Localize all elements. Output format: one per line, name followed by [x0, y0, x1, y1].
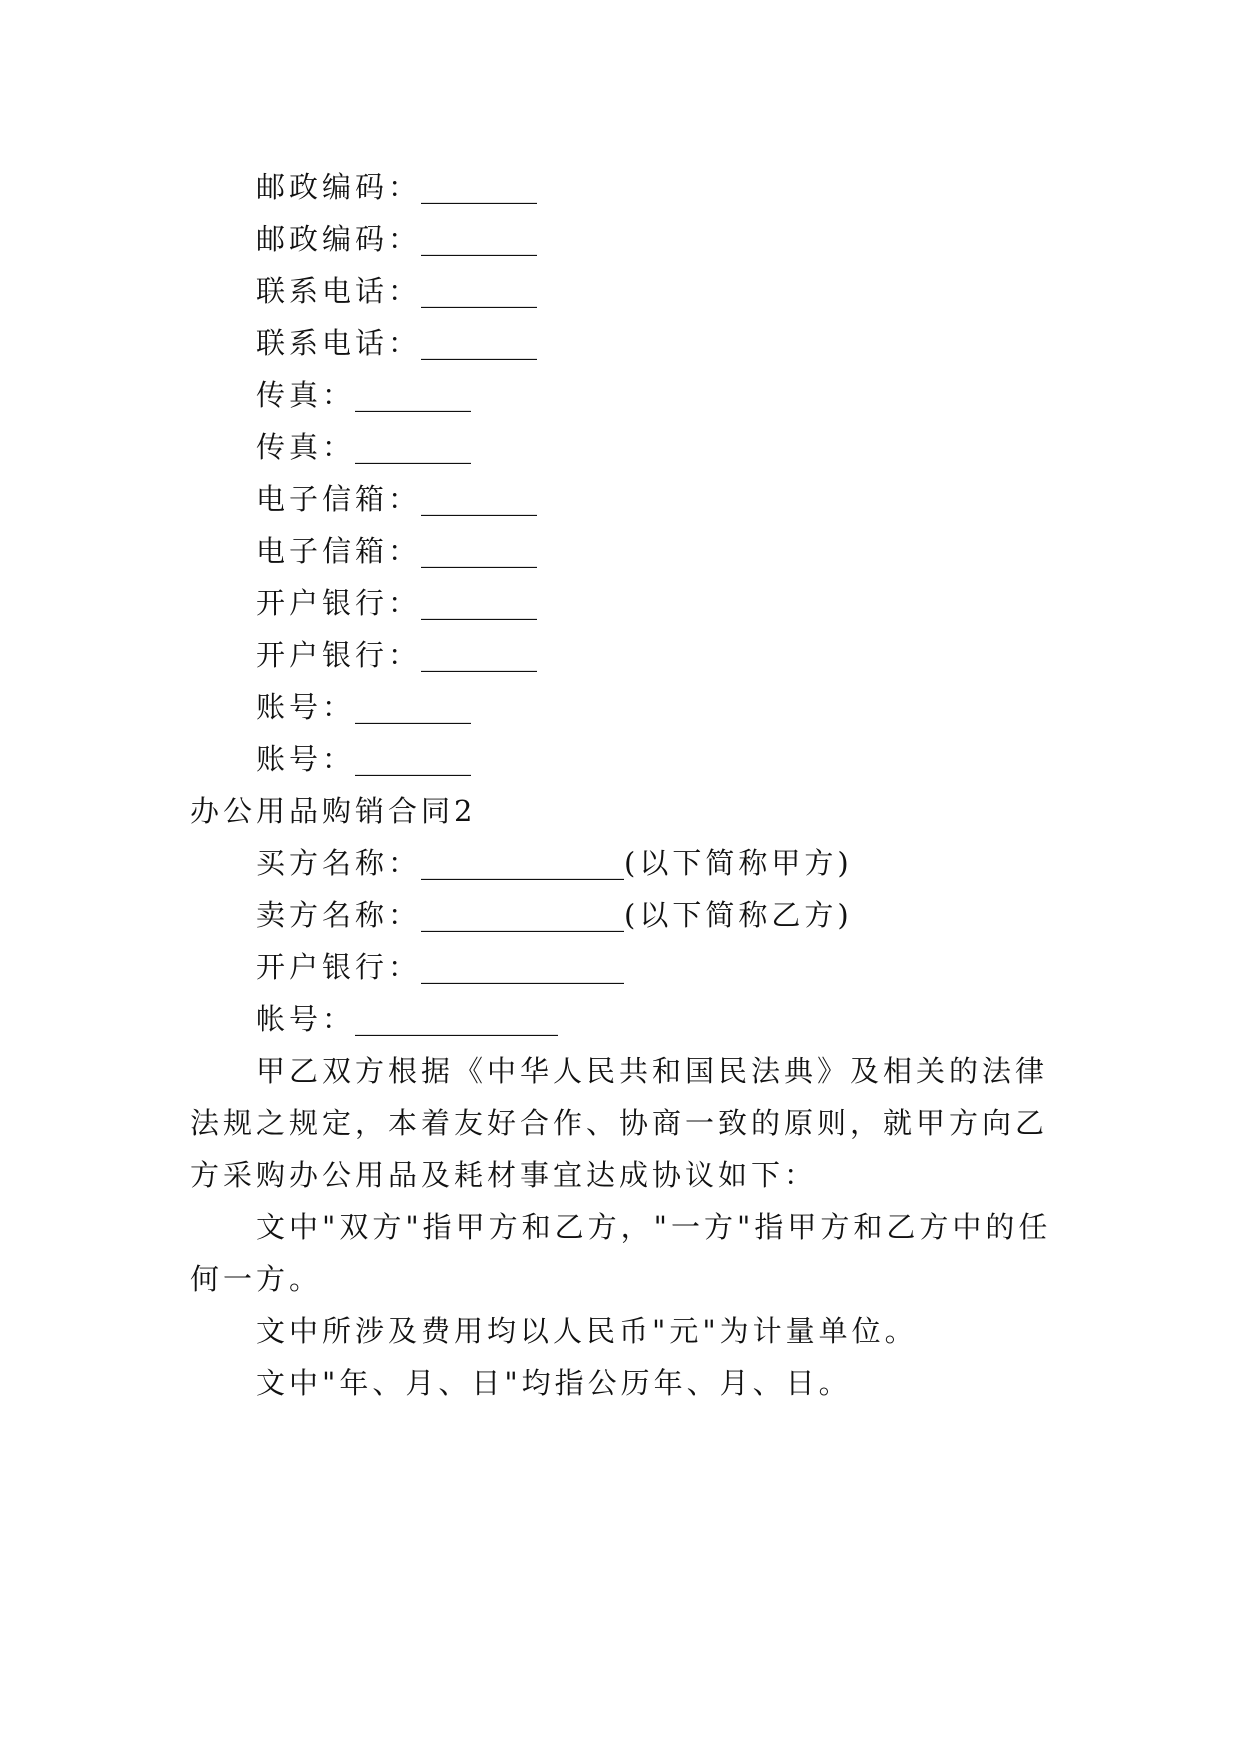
account-field	[256, 739, 471, 779]
field-blank: ______________	[421, 950, 625, 984]
field-label: 联系电话：	[256, 326, 422, 360]
field-label: 开户银行：	[256, 638, 422, 672]
field-label: 开户银行：	[256, 950, 422, 984]
field-blank: ________	[355, 742, 472, 776]
field-label: 电子信箱：	[256, 482, 422, 516]
field-suffix: (以下简称乙方)	[624, 898, 853, 932]
field-blank: ________	[355, 378, 472, 412]
field-blank: ______________	[421, 846, 625, 880]
bank-field	[256, 635, 537, 675]
phone-field	[256, 271, 537, 311]
field-label: 卖方名称：	[256, 898, 422, 932]
field-label: 电子信箱：	[256, 534, 422, 568]
account-field	[256, 687, 471, 727]
phone-field	[256, 323, 537, 363]
section-title: 办公用品购销合同2	[190, 794, 477, 828]
field-suffix: (以下简称甲方)	[624, 846, 853, 880]
paragraph-line: 文中所涉及费用均以人民币"元"为计量单位。	[256, 1314, 918, 1348]
paragraph-line: 甲乙双方根据《中华人民共和国民法典》及相关的法律	[256, 1054, 1049, 1088]
field-blank: ________	[355, 690, 472, 724]
fax-field	[256, 427, 471, 467]
field-label: 账号：	[256, 742, 356, 776]
email-field	[256, 531, 537, 571]
field-label: 邮政编码：	[256, 222, 422, 256]
field-label: 开户银行：	[256, 586, 422, 620]
postal-code-field	[256, 167, 537, 207]
field-label: 传真：	[256, 378, 356, 412]
account-field	[256, 999, 558, 1039]
fax-field	[256, 375, 471, 415]
field-blank: ________	[421, 222, 538, 256]
paragraph-line: 文中"年、月、日"均指公历年、月、日。	[256, 1366, 852, 1400]
paragraph-line: 法规之规定，本着友好合作、协商一致的原则，就甲方向乙	[190, 1106, 1049, 1140]
postal-code-field	[256, 219, 537, 259]
paragraph-line: 何一方。	[190, 1262, 323, 1296]
field-blank: ________	[355, 430, 472, 464]
field-blank: ________	[421, 586, 538, 620]
email-field	[256, 479, 537, 519]
field-blank: ________	[421, 482, 538, 516]
bank-field	[256, 583, 537, 623]
field-blank: ________	[421, 170, 538, 204]
buyer-name-field	[256, 843, 853, 883]
bank-field	[256, 947, 624, 987]
field-blank: ______________	[355, 1002, 559, 1036]
field-label: 帐号：	[256, 1002, 356, 1036]
field-blank: ________	[421, 274, 538, 308]
field-label: 联系电话：	[256, 274, 422, 308]
paragraph-line: 方采购办公用品及耗材事宜达成协议如下：	[190, 1158, 818, 1192]
field-label: 账号：	[256, 690, 356, 724]
field-label: 传真：	[256, 430, 356, 464]
field-blank: ________	[421, 326, 538, 360]
field-label: 买方名称：	[256, 846, 422, 880]
paragraph-line: 文中"双方"指甲方和乙方，"一方"指甲方和乙方中的任	[256, 1210, 1052, 1244]
field-blank: ________	[421, 638, 538, 672]
field-blank: ______________	[421, 898, 625, 932]
field-blank: ________	[421, 534, 538, 568]
seller-name-field	[256, 895, 853, 935]
field-label: 邮政编码：	[256, 170, 422, 204]
